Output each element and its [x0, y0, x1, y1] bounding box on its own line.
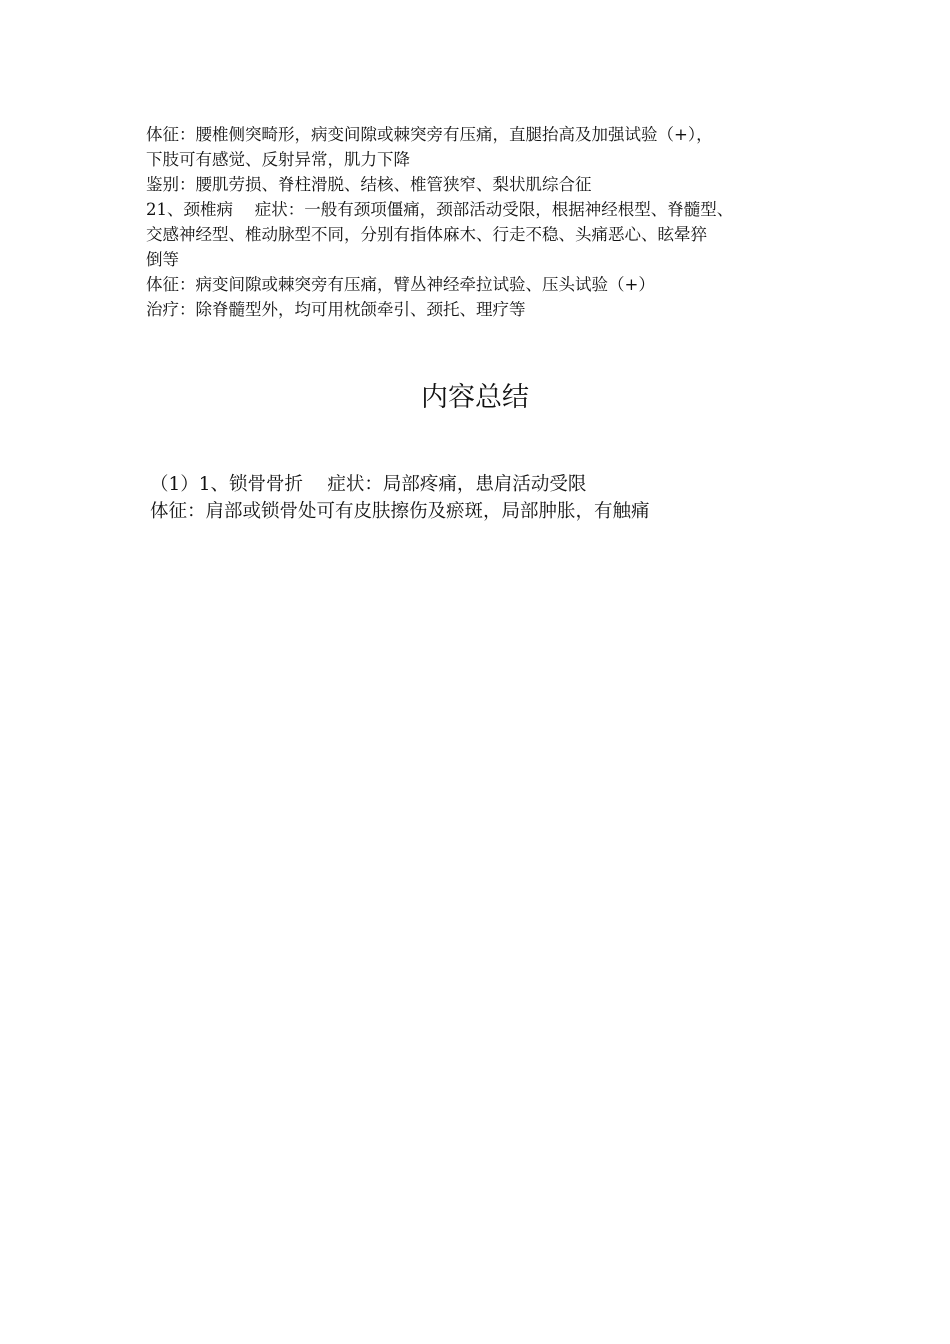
body-line: 鉴别：腰肌劳损、脊柱滑脱、结核、椎管狭窄、梨状肌综合征	[146, 175, 592, 194]
body-line: 21、颈椎病 症状：一般有颈项僵痛，颈部活动受限，根据神经根型、脊髓型、	[146, 200, 734, 219]
section-title: 内容总结	[421, 382, 529, 413]
body-line: 治疗：除脊髓型外，均可用枕颌牵引、颈托、理疗等	[146, 300, 526, 319]
body-line: 体征：病变间隙或棘突旁有压痛，臂丛神经牵拉试验、压头试验（+）	[146, 275, 655, 294]
body-line: 倒等	[146, 250, 179, 269]
summary-line: 体征：肩部或锁骨处可有皮肤擦伤及瘀斑，局部肿胀，有触痛	[150, 501, 650, 522]
body-line: 交感神经型、椎动脉型不同，分别有指体麻木、行走不稳、头痛恶心、眩晕猝	[146, 225, 707, 244]
summary-text	[150, 471, 830, 525]
summary-line: （1）1、锁骨骨折 症状：局部疼痛，患肩活动受限	[150, 474, 587, 495]
body-line: 下肢可有感觉、反射异常，肌力下降	[146, 150, 410, 169]
body-line: 体征：腰椎侧突畸形，病变间隙或棘突旁有压痛，直腿抬高及加强试验（+），	[146, 125, 713, 144]
body-text	[146, 122, 826, 322]
